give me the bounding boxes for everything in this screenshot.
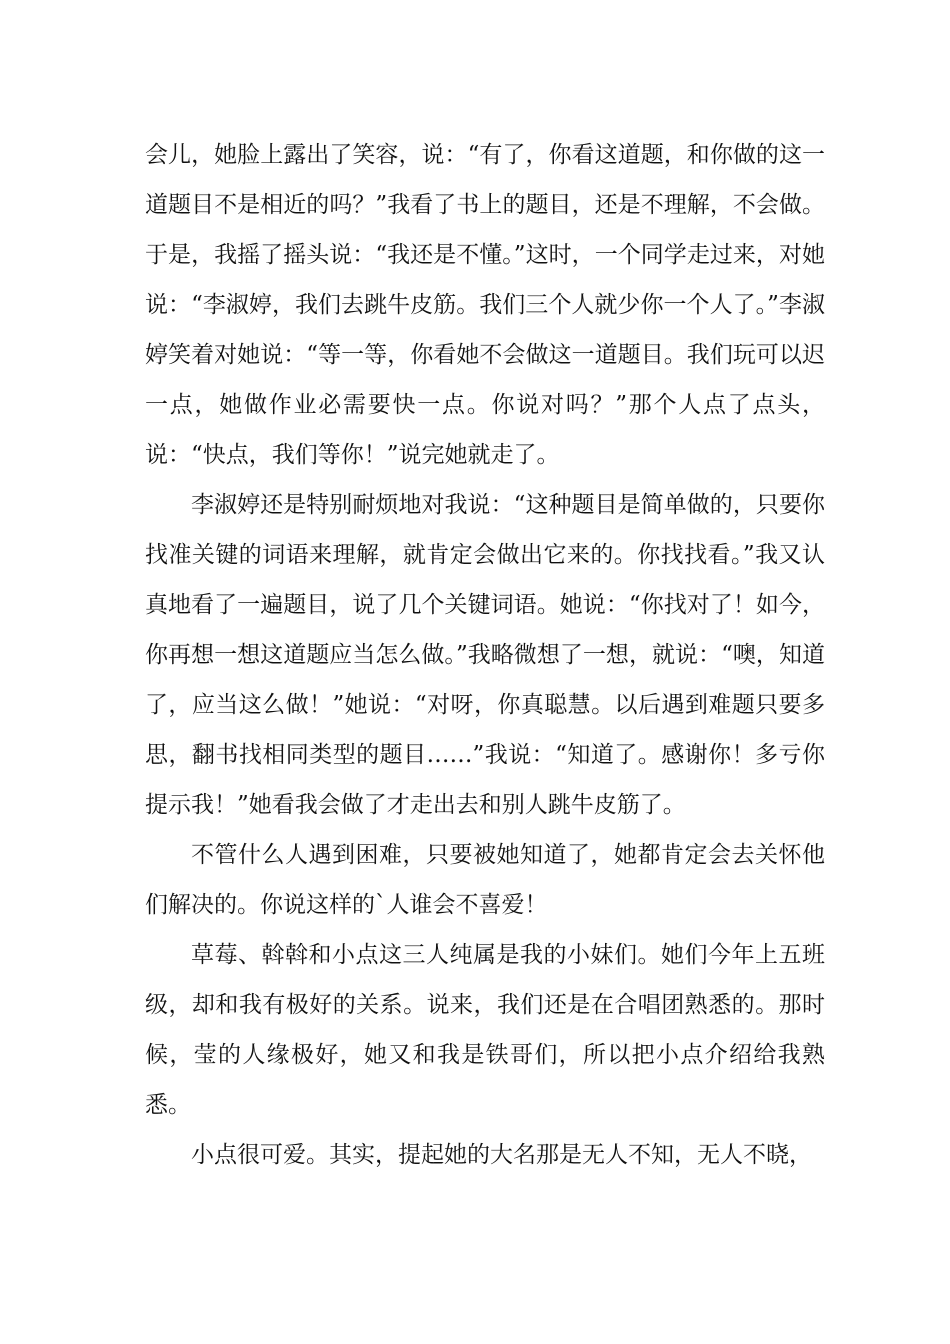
- paragraph-3: 不管什么人遇到困难，只要被她知道了，她都肯定会去关怀他们解决的。你说这样的`人谁会不喜爱！: [145, 842, 825, 918]
- paragraph-1: 会儿，她脸上露出了笑容，说：“有了，你看这道题，和你做的这一道题目不是相近的吗？”我看了书上的题目，还是不理解，不会做。于是，我摇了摇头说：“我还是不懂。”这时，一个同学走过来，对她说：“李淑婷，我们去跳牛皮筋。我们三个人就少你一个人了。”李淑婷笑着对她说：“等一等，你看她不会做这一道题目。我们玩可以迟一点，她做作业必需要快一点。你说对吗？”那个人点了点头，说：“快点，我们等你！”说完她就走了。: [145, 142, 825, 468]
- body-text: [145, 130, 825, 1180]
- paragraph-5: 小点很可爱。其实，提起她的大名那是无人不知，无人不晓，: [191, 1142, 812, 1168]
- paragraph-4: 草莓、斡斡和小点这三人纯属是我的小妹们。她们今年上五班级，却和我有极好的关系。说来，我们还是在合唱团熟悉的。那时候，莹的人缘极好，她又和我是铁哥们，所以把小点介绍给我熟悉。: [145, 942, 825, 1118]
- paragraph-2: 李淑婷还是特别耐烦地对我说：“这种题目是简单做的，只要你找准关键的词语来理解，就肯定会做出它来的。你找找看。”我又认真地看了一遍题目，说了几个关键词语。她说：“你找对了！如今，你再想一想这道题应当怎么做。”我略微想了一想，就说：“噢，知道了，应当这么做！”她说：“对呀，你真聪慧。以后遇到难题只要多思，翻书找相同类型的题目……”我说：“知道了。感谢你！多亏你提示我！”她看我会做了才走出去和别人跳牛皮筋了。: [145, 492, 825, 818]
